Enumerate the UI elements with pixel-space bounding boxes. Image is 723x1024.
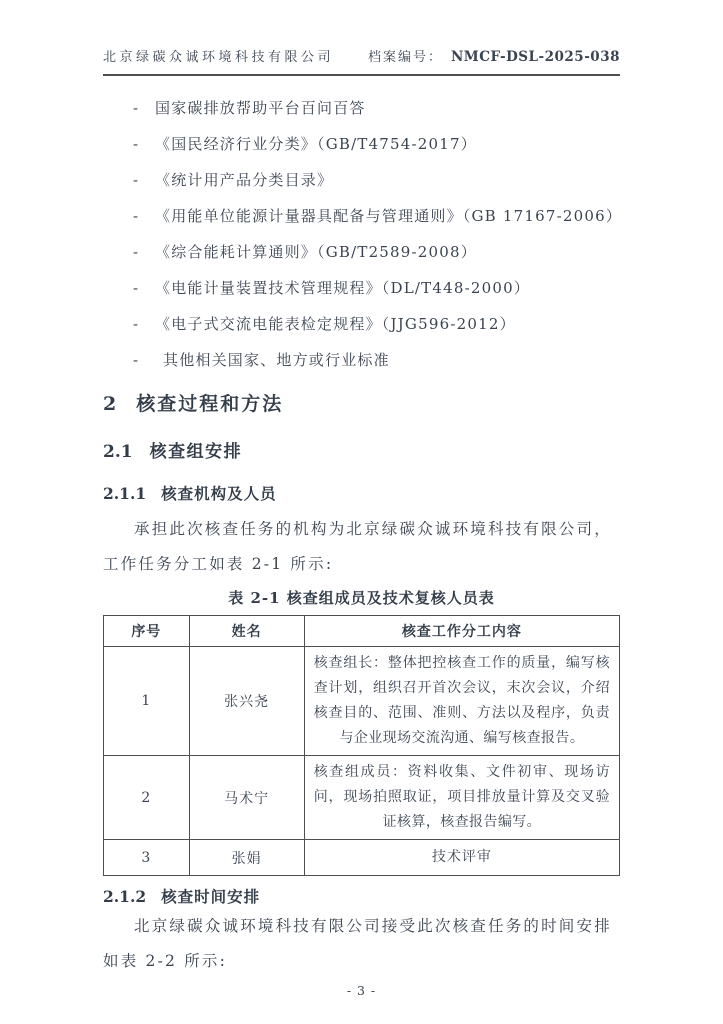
table-caption: 表 2-1 核查组成员及技术复核人员表 — [228, 589, 495, 607]
list-dash-marker: - — [133, 351, 140, 369]
reference-item — [103, 314, 620, 335]
cell-index: 2 — [104, 756, 190, 840]
section-number: 2 — [103, 393, 117, 415]
reference-text: 《电能计量装置技术管理规程》（DL/T448-2000） — [155, 279, 531, 297]
section-heading-2-1 — [103, 437, 620, 462]
col-header-index: 序号 — [104, 616, 190, 647]
reference-item — [103, 98, 620, 119]
table-header-row — [104, 616, 620, 647]
paragraph-line: 如表 2-2 所示: — [103, 952, 228, 970]
paragraph-line: 工作任务分工如表 2-1 所示: — [103, 555, 334, 573]
section-number: 2.1.1 — [103, 484, 147, 503]
paragraph-schedule-intro — [103, 909, 620, 979]
reference-item — [103, 134, 620, 155]
cell-name: 张兴尧 — [189, 647, 304, 756]
list-dash-marker: - — [133, 315, 140, 333]
document-page — [103, 0, 623, 998]
section-title: 核查时间安排 — [161, 887, 261, 906]
section-number: 2.1.2 — [103, 887, 147, 906]
list-dash-marker: - — [133, 99, 140, 117]
header-company-name: 北京绿碳众诚环境科技有限公司 — [103, 50, 335, 65]
cell-duty: 核查组长：整体把控核查工作的质量，编写核查计划，组织召开首次会议，末次会议，介绍核查目的、范围、准则、方法以及程序，负责与企业现场交流沟通、编写核查报告。 — [304, 647, 619, 756]
table-row — [104, 756, 620, 840]
section-title: 核查过程和方法 — [136, 393, 284, 415]
reference-item — [103, 350, 620, 371]
reference-item — [103, 278, 620, 299]
paragraph-line: 北京绿碳众诚环境科技有限公司接受此次核查任务的时间安排 — [134, 917, 612, 935]
section-heading-2-1-2 — [103, 885, 620, 907]
list-dash-marker: - — [133, 135, 140, 153]
page-header — [103, 46, 620, 76]
reference-text: 《电子式交流电能表检定规程》（JJG596-2012） — [155, 315, 516, 333]
cell-index: 3 — [104, 840, 190, 876]
cell-duty: 技术评审 — [304, 840, 619, 876]
verification-team-table — [103, 615, 620, 876]
doc-number-value: NMCF-DSL-2025-038 — [450, 49, 620, 65]
page-number: - 3 - — [346, 983, 377, 998]
header-doc-number — [368, 46, 620, 65]
col-header-duty: 核查工作分工内容 — [304, 616, 619, 647]
list-dash-marker: - — [133, 279, 140, 297]
table-row — [104, 647, 620, 756]
reference-text: 其他相关国家、地方或行业标准 — [163, 351, 390, 369]
reference-text: 《用能单位能源计量器具配备与管理通则》（GB 17167-2006） — [155, 207, 623, 225]
cell-name: 张娟 — [189, 840, 304, 876]
list-dash-marker: - — [133, 243, 140, 261]
paragraph-line: 承担此次核查任务的机构为北京绿碳众诚环境科技有限公司， — [134, 520, 612, 538]
doc-number-label: 档案编号： — [367, 50, 443, 65]
table-row — [104, 840, 620, 876]
reference-text: 国家碳排放帮助平台百问百答 — [155, 99, 366, 117]
section-heading-2-1-1 — [103, 482, 620, 504]
section-heading-2 — [103, 389, 620, 416]
cell-name: 马术宁 — [189, 756, 304, 840]
reference-text: 《综合能耗计算通则》（GB/T2589-2008） — [155, 243, 477, 261]
col-header-name: 姓名 — [189, 616, 304, 647]
reference-text: 《统计用产品分类目录》 — [155, 171, 334, 189]
section-number: 2.1 — [103, 442, 133, 462]
cell-index: 1 — [104, 647, 190, 756]
list-dash-marker: - — [133, 171, 140, 189]
reference-list — [103, 98, 623, 371]
reference-item — [103, 242, 620, 263]
reference-item — [103, 206, 623, 227]
reference-text: 《国民经济行业分类》（GB/T4754-2017） — [155, 135, 477, 153]
list-dash-marker: - — [133, 207, 140, 225]
cell-duty: 核查组成员：资料收集、文件初审、现场访问，现场拍照取证，项目排放量计算及交叉验证核算，核查报告编写。 — [304, 756, 619, 840]
section-title: 核查组安排 — [149, 442, 243, 462]
reference-item — [103, 170, 620, 191]
paragraph-verifier-intro — [103, 512, 620, 582]
section-title: 核查机构及人员 — [161, 484, 277, 503]
